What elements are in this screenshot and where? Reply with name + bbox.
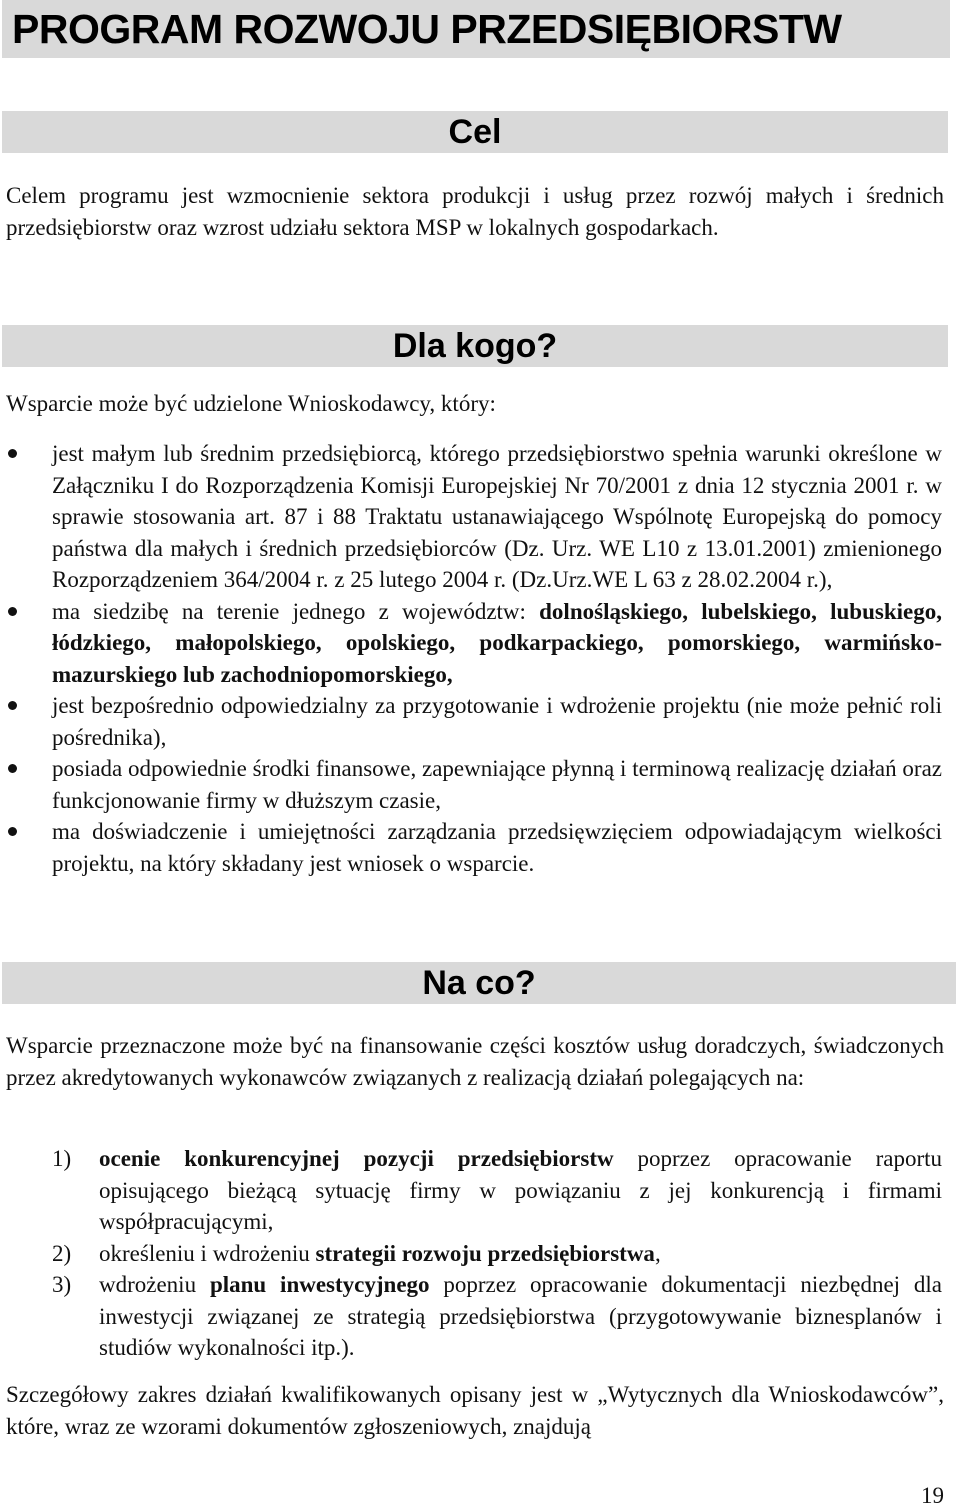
voivodeships-list: dolnośląskiego, lubelskiego, lubuskiego, łódzkiego, małopolskiego, opolskiego, podkarpackiego, pomorskiego, warmińsko-mazurskiego lub zachodniopomorskiego, <box>52 598 942 687</box>
supported-actions-list <box>52 1143 942 1364</box>
list-item-bold: ocenie konkurencyjnej pozycji przedsiębiorstw <box>99 1146 614 1171</box>
list-number: 2) <box>52 1240 72 1266</box>
list-item <box>8 753 942 816</box>
section-heading-dla-kogo: Dla kogo? <box>2 325 948 367</box>
bullet-icon <box>8 764 17 773</box>
list-item-text: określeniu i wdrożeniu <box>99 1240 316 1266</box>
list-item-text: wdrożeniu <box>99 1272 210 1297</box>
page-title: PROGRAM ROZWOJU PRZEDSIĘBIORSTW <box>12 6 842 52</box>
list-item-text: ma siedzibę na terenie jednego z województw: <box>52 598 540 624</box>
list-item-text: poprzez opracowanie dokumentacji niezbędnej dla inwestycji związanej ze strategią przedsiębiorstwa (przygotowywanie biznesplanów i studiów wykonalności itp.). <box>99 1272 942 1360</box>
closing-paragraph: Szczegółowy zakres działań kwalifikowanych opisany jest w „Wytycznych dla Wnioskodawców”, które, wraz ze wzorami dokumentów zgłoszeniowych, znajdują <box>6 1382 944 1439</box>
bullet-icon <box>8 701 17 710</box>
list-item <box>8 596 942 691</box>
list-item-text: ma doświadczenie i umiejętności zarządzania przedsięwzięciem odpowiadającym wielkości projektu, na który składany jest wniosek o wsparcie. <box>52 819 942 876</box>
list-item-text: , <box>654 1240 661 1266</box>
list-item <box>52 1269 942 1364</box>
list-item-text: poprzez opracowanie raportu opisującego bieżącą sytuację firmy w powiązaniu z jej konkurencją i firmami współpracującymi, <box>99 1146 942 1234</box>
list-item-bold: strategii rozwoju przedsiębiorstwa <box>315 1240 655 1266</box>
list-item <box>8 438 942 596</box>
list-item-bold: planu inwestycyjnego <box>209 1272 430 1297</box>
list-item <box>52 1238 942 1270</box>
title-band <box>2 0 950 58</box>
bullet-icon <box>8 827 17 836</box>
list-number: 3) <box>52 1272 72 1297</box>
cel-paragraph: Celem programu jest wzmocnienie sektora produkcji i usług przez rozwój małych i średnich przedsiębiorstw oraz wzrost udziału sektora MSP w lokalnych gospodarkach. <box>6 183 944 240</box>
section-heading-na-co: Na co? <box>2 962 956 1004</box>
bullet-icon <box>8 449 17 458</box>
list-item <box>8 816 942 879</box>
bullet-icon <box>8 607 17 616</box>
list-item <box>52 1143 942 1238</box>
dla-kogo-intro: Wsparcie może być udzielone Wnioskodawcy, który: <box>6 391 496 416</box>
list-item-text: jest małym lub średnim przedsiębiorcą, którego przedsiębiorstwo spełnia warunki określone w Załączniku I do Rozporządzenia Komisji Europejskiej Nr 70/2001 z dnia 12 stycznia 2001 r. w sprawie stosowania art. 87 i 88 Traktatu ustanawiającego Wspólnotę Europejską do pomocy państwa dla małych i średnich przedsiębiorców (Dz. Urz. WE L10 z 13.01.2001) zmienionego Rozporządzeniem 364/2004 r. z 25 lutego 2004 r. (Dz.Urz.WE L 63 z 28.02.2004 r.), <box>52 441 942 592</box>
list-item-text: posiada odpowiednie środki finansowe, zapewniające płynną i terminową realizację działań oraz funkcjonowanie firmy w dłuższym czasie, <box>52 756 942 813</box>
page-number: 19 <box>921 1483 944 1508</box>
eligibility-list <box>8 438 942 879</box>
na-co-intro: Wsparcie przeznaczone może być na finansowanie części kosztów usług doradczych, świadczonych przez akredytowanych wykonawców związanych z realizacją działań polegających na: <box>6 1033 944 1090</box>
list-item-text: jest bezpośrednio odpowiedzialny za przygotowanie i wdrożenie projektu (nie może pełnić roli pośrednika), <box>52 693 942 750</box>
section-heading-cel: Cel <box>2 111 948 153</box>
list-number: 1) <box>52 1146 72 1171</box>
list-item <box>8 690 942 753</box>
